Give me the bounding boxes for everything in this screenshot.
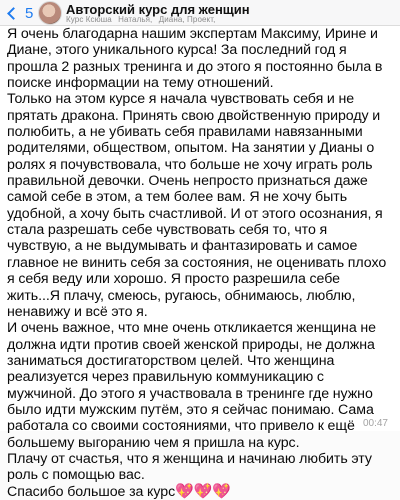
message-paragraph: И очень важное, что мне очень откликается женщина не должна идти против своей женской природы, не должна заниматься достигаторством целей. Что женщина реализуется через правильную коммуникацию с мужчиной. До этого я участвовала в тренинге где нужно было идти мужским путём, это я сейчас понимаю. Сама работала со своими состояниями, что привело к ещё большему выгоранию чем я пришла на курс. xyxy=(7,320,376,451)
chevron-left-icon xyxy=(7,7,20,20)
message-closing xyxy=(7,484,394,500)
participant: Курс Ксюша xyxy=(66,15,112,24)
chat-header xyxy=(0,0,400,26)
message-bubble[interactable] xyxy=(0,26,400,500)
closing-text: Спасибо большое за курс xyxy=(7,483,176,500)
message-paragraph: Я очень благодарна нашим экспертам Максиму, Ирине и Диане, этого уникального курса! За последний год я прошла 2 разных тренинга и до этого я постоянно была в поиске информации на тему отношений. xyxy=(7,26,383,92)
back-button[interactable] xyxy=(6,2,33,24)
message-paragraph: Только на этом курсе я начала чувствовать себя и не прятать дракона. Принять свою двойственную природу и полюбить, а не убивать себя правилами навязанными родителями, обществом, опытом. На занятии у Дианы о ролях я почувствовала, что больше не хочу играть роль правильной девочки. Очень непросто признаться даже самой себе в этом, а тем более вам. Я не хочу быть удобной, а хочу быть счастливой. И от этого осознания, я стала разрешать себе чувствовать себя то, что я чувствую, а не выдумывать и фантазировать и самое главное не винить себя за состояния, не оценивать плохо я себя веду или хорошо. Я просто разрешила себе жить...Я плачу, смеюсь, ругаюсь, обнимаюсь, люблю, ненавижу и всё это я. xyxy=(7,91,387,320)
participant: Наталья, xyxy=(118,15,153,24)
participant: Диана, Проект, xyxy=(158,15,216,24)
heart-emoji: 💖💖💖 xyxy=(175,482,232,500)
participants-list xyxy=(66,15,396,24)
message-time: 00:47 xyxy=(362,418,388,429)
avatar[interactable] xyxy=(38,1,62,25)
message-paragraph: Плачу от счастья, что я женщина и начинаю любить эту роль с помощью вас. xyxy=(7,450,372,484)
chat-title[interactable]: Авторский курс для женщин xyxy=(66,2,250,17)
unread-count: 5 xyxy=(25,4,34,22)
